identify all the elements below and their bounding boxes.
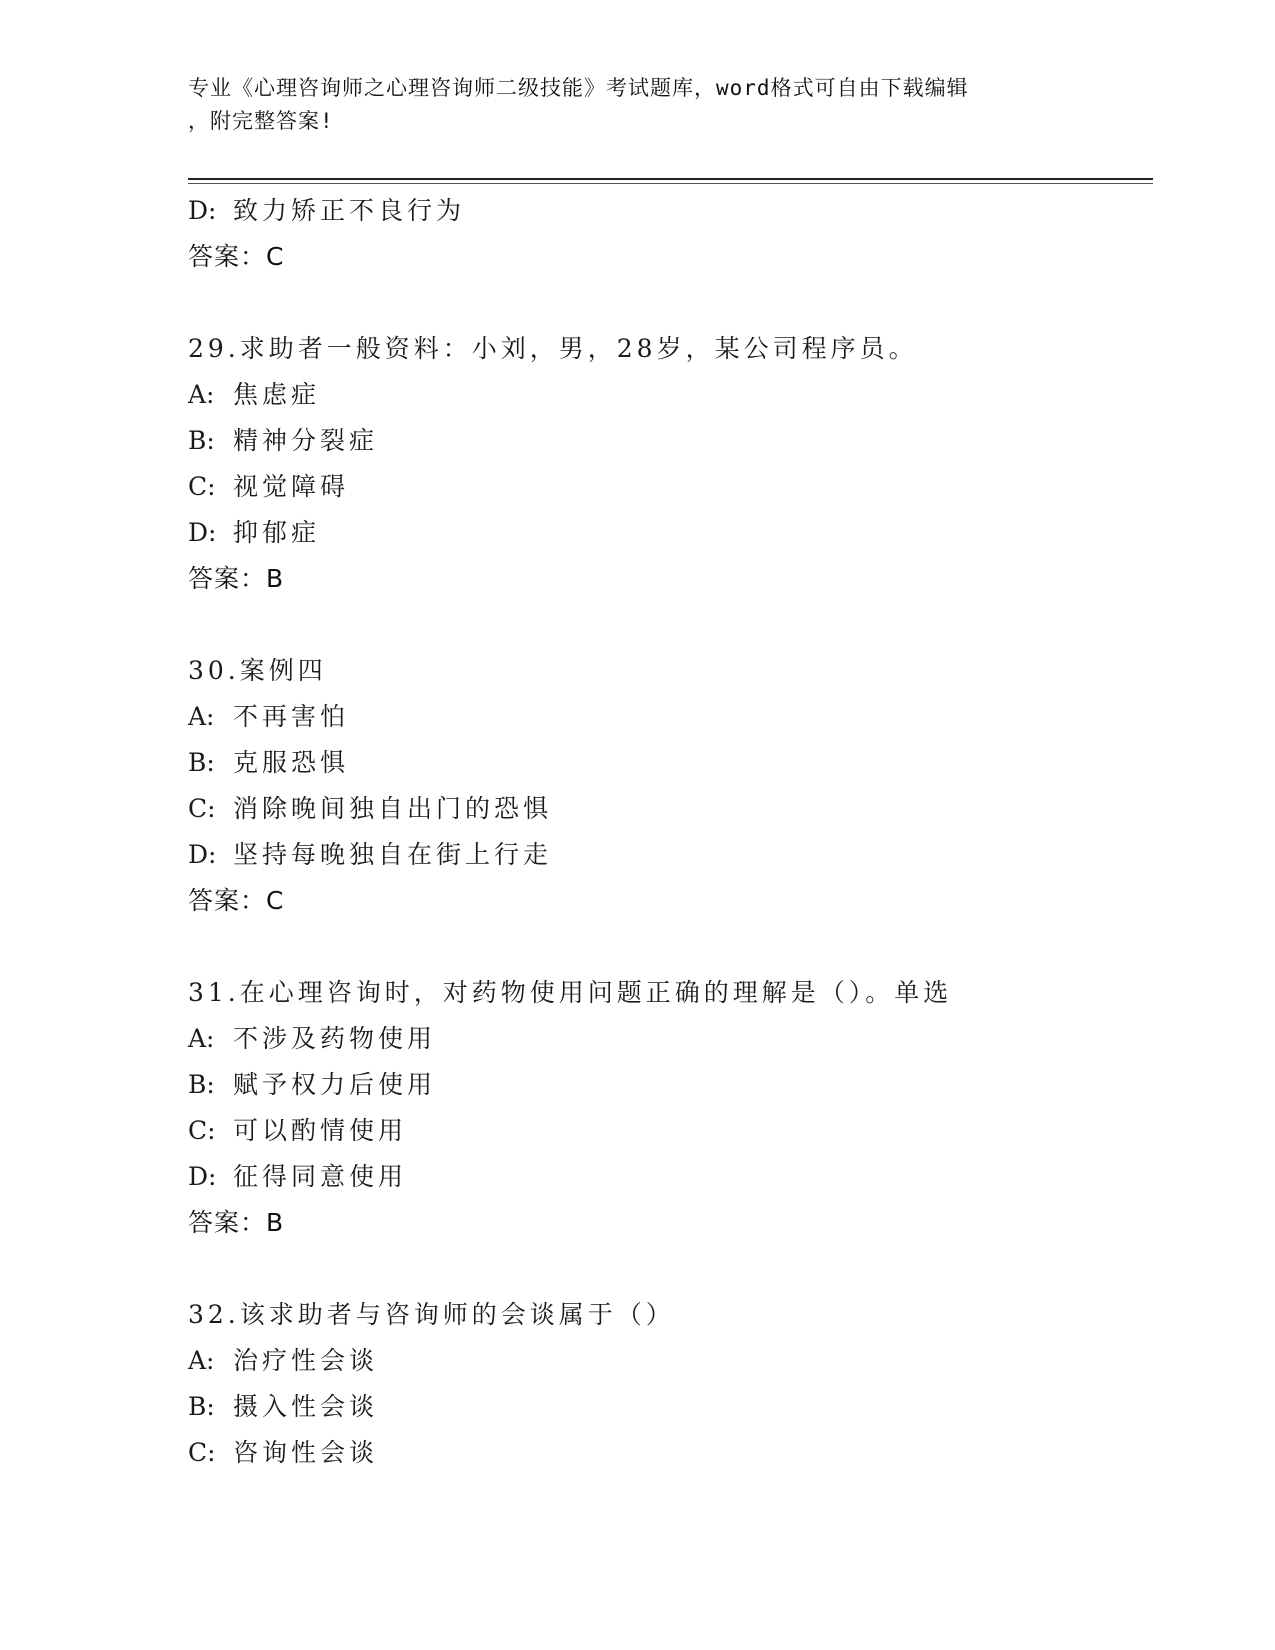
- header-line-2: ，附完整答案!: [188, 109, 334, 133]
- question-block: [188, 1292, 1148, 1476]
- question-stem: 31.在心理咨询时，对药物使用问题正确的理解是（）。单选: [188, 978, 953, 1007]
- option-key: A:: [188, 1346, 215, 1375]
- option-text: 消除晚间独自出门的恐惧: [233, 794, 553, 823]
- option-a: [188, 1016, 1148, 1062]
- option-key: A:: [188, 702, 215, 731]
- option-key: A:: [188, 380, 215, 409]
- option-key: C:: [188, 472, 216, 501]
- option-b: [188, 1384, 1148, 1430]
- option-text: 克服恐惧: [233, 748, 350, 777]
- option-d: [188, 1154, 1148, 1200]
- question-block: [188, 970, 1148, 1246]
- option-c: [188, 464, 1148, 510]
- option-text: 视觉障碍: [233, 472, 350, 501]
- option-text: 摄入性会谈: [233, 1392, 379, 1421]
- option-text: 征得同意使用: [233, 1162, 408, 1191]
- option-d: [188, 832, 1148, 878]
- question-stem: 30.案例四: [188, 656, 327, 685]
- option-text: 咨询性会谈: [233, 1438, 379, 1467]
- question-list: [188, 188, 1148, 1476]
- option-d: [188, 510, 1148, 556]
- option-key: C:: [188, 1116, 216, 1145]
- option-key: B:: [188, 1070, 215, 1099]
- option-b: [188, 418, 1148, 464]
- option-text: 不再害怕: [233, 702, 350, 731]
- option-text: 致力矫正不良行为: [233, 196, 466, 225]
- option-b: [188, 1062, 1148, 1108]
- option-text: 坚持每晚独自在街上行走: [233, 840, 553, 869]
- option-key: A:: [188, 1024, 215, 1053]
- question-block: [188, 326, 1148, 602]
- option-c: [188, 1108, 1148, 1154]
- header-divider-thin: [188, 183, 1153, 184]
- option-key: D:: [188, 840, 217, 869]
- header-divider-thick: [188, 178, 1153, 180]
- option-key: B:: [188, 426, 215, 455]
- answer-line: 答案：B: [188, 564, 285, 593]
- option-key: C:: [188, 794, 216, 823]
- answer-line: 答案：B: [188, 1208, 285, 1237]
- question-block: [188, 648, 1148, 924]
- question-stem: 32.该求助者与咨询师的会谈属于（）: [188, 1300, 675, 1329]
- header-line-1: 专业《心理咨询师之心理咨询师二级技能》考试题库，word格式可自由下载编辑: [188, 76, 969, 100]
- document-header: [188, 72, 1088, 138]
- option-key: D:: [188, 1162, 217, 1191]
- option-key: C:: [188, 1438, 216, 1467]
- option-a: [188, 1338, 1148, 1384]
- option-key: B:: [188, 748, 215, 777]
- option-c: [188, 786, 1148, 832]
- option-key: D:: [188, 196, 217, 225]
- option-a: [188, 694, 1148, 740]
- option-text: 治疗性会谈: [233, 1346, 379, 1375]
- option-d: [188, 188, 1148, 234]
- option-text: 不涉及药物使用: [233, 1024, 437, 1053]
- option-text: 焦虑症: [233, 380, 321, 409]
- option-text: 精神分裂症: [233, 426, 379, 455]
- option-b: [188, 740, 1148, 786]
- option-text: 抑郁症: [233, 518, 321, 547]
- answer-line: 答案：C: [188, 886, 285, 915]
- answer-line: 答案：C: [188, 242, 285, 271]
- option-a: [188, 372, 1148, 418]
- option-text: 赋予权力后使用: [233, 1070, 437, 1099]
- option-text: 可以酌情使用: [233, 1116, 408, 1145]
- option-key: B:: [188, 1392, 215, 1421]
- option-c: [188, 1430, 1148, 1476]
- question-stem: 29.求助者一般资料：小刘，男，28岁，某公司程序员。: [188, 334, 918, 363]
- option-key: D:: [188, 518, 217, 547]
